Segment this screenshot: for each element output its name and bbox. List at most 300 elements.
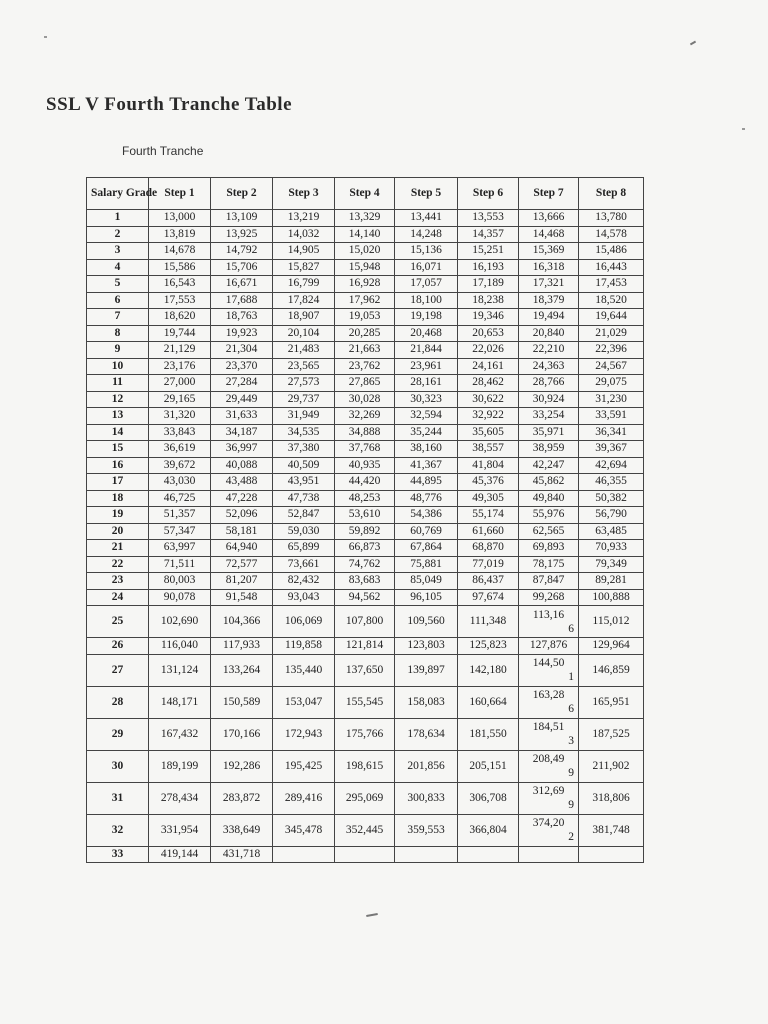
step-6-cell: 20,653 — [458, 325, 519, 342]
table-row — [87, 750, 644, 782]
step-8-cell: 17,453 — [579, 276, 644, 293]
wrapped-value-part: 184,51 — [532, 721, 565, 733]
step-3-cell: 345,478 — [273, 814, 335, 846]
step-5-cell: 38,160 — [395, 441, 458, 458]
header-step-8: Step 8 — [579, 178, 644, 210]
step-6-cell: 97,674 — [458, 589, 519, 606]
step-7-cell — [519, 718, 579, 750]
step-6-cell: 68,870 — [458, 540, 519, 557]
step-6-cell: 49,305 — [458, 490, 519, 507]
step-2-cell: 283,872 — [211, 782, 273, 814]
step-5-cell: 75,881 — [395, 556, 458, 573]
step-8-cell: 79,349 — [579, 556, 644, 573]
step-2-cell: 29,449 — [211, 391, 273, 408]
step-8-cell: 63,485 — [579, 523, 644, 540]
step-2-cell: 15,706 — [211, 259, 273, 276]
salary-grade-cell: 27 — [87, 654, 149, 686]
step-1-cell: 46,725 — [149, 490, 211, 507]
step-1-cell: 278,434 — [149, 782, 211, 814]
step-8-cell: 129,964 — [579, 638, 644, 655]
step-2-cell: 27,284 — [211, 375, 273, 392]
step-2-cell: 58,181 — [211, 523, 273, 540]
step-3-cell: 16,799 — [273, 276, 335, 293]
step-1-cell: 71,511 — [149, 556, 211, 573]
salary-grade-cell: 15 — [87, 441, 149, 458]
salary-grade-cell: 6 — [87, 292, 149, 309]
step-7-cell: 20,840 — [519, 325, 579, 342]
step-1-cell: 19,744 — [149, 325, 211, 342]
step-8-cell: 16,443 — [579, 259, 644, 276]
step-4-cell: 352,445 — [335, 814, 395, 846]
table-row — [87, 556, 644, 573]
step-6-cell: 19,346 — [458, 309, 519, 326]
step-7-cell: 14,468 — [519, 226, 579, 243]
step-4-cell: 40,935 — [335, 457, 395, 474]
step-6-cell: 61,660 — [458, 523, 519, 540]
step-4-cell: 175,766 — [335, 718, 395, 750]
step-5-cell: 109,560 — [395, 606, 458, 638]
step-2-cell: 338,649 — [211, 814, 273, 846]
step-4-cell: 16,928 — [335, 276, 395, 293]
step-2-cell: 34,187 — [211, 424, 273, 441]
step-6-cell: 35,605 — [458, 424, 519, 441]
step-7-cell: 127,876 — [519, 638, 579, 655]
step-3-cell: 119,858 — [273, 638, 335, 655]
step-2-cell: 14,792 — [211, 243, 273, 260]
step-8-cell: 165,951 — [579, 686, 644, 718]
step-2-cell: 91,548 — [211, 589, 273, 606]
step-6-cell: 32,922 — [458, 408, 519, 425]
step-3-cell: 29,737 — [273, 391, 335, 408]
step-8-cell: 187,525 — [579, 718, 644, 750]
step-5-cell: 85,049 — [395, 573, 458, 590]
salary-grade-cell: 17 — [87, 474, 149, 491]
step-3-cell: 43,951 — [273, 474, 335, 491]
step-4-cell: 15,020 — [335, 243, 395, 260]
step-1-cell: 14,678 — [149, 243, 211, 260]
salary-grade-cell: 18 — [87, 490, 149, 507]
step-7-cell: 69,893 — [519, 540, 579, 557]
step-5-cell: 139,897 — [395, 654, 458, 686]
step-1-cell: 51,357 — [149, 507, 211, 524]
table-row — [87, 259, 644, 276]
step-3-cell: 31,949 — [273, 408, 335, 425]
step-3-cell: 20,104 — [273, 325, 335, 342]
salary-grade-cell: 9 — [87, 342, 149, 359]
step-6-cell: 86,437 — [458, 573, 519, 590]
step-1-cell: 148,171 — [149, 686, 211, 718]
step-1-cell: 80,003 — [149, 573, 211, 590]
step-1-cell: 16,543 — [149, 276, 211, 293]
step-7-cell: 33,254 — [519, 408, 579, 425]
step-7-cell: 99,268 — [519, 589, 579, 606]
step-8-cell: 381,748 — [579, 814, 644, 846]
step-4-cell: 34,888 — [335, 424, 395, 441]
salary-grade-cell: 23 — [87, 573, 149, 590]
step-4-cell: 121,814 — [335, 638, 395, 655]
step-2-cell: 18,763 — [211, 309, 273, 326]
step-7-cell: 30,924 — [519, 391, 579, 408]
step-6-cell: 18,238 — [458, 292, 519, 309]
step-7-cell: 62,565 — [519, 523, 579, 540]
salary-grade-cell: 4 — [87, 259, 149, 276]
wrapped-value-part: 208,49 — [532, 753, 565, 765]
step-3-cell: 153,047 — [273, 686, 335, 718]
step-6-cell: 13,553 — [458, 210, 519, 227]
salary-grade-cell: 32 — [87, 814, 149, 846]
salary-grade-cell: 8 — [87, 325, 149, 342]
step-1-cell: 29,165 — [149, 391, 211, 408]
step-5-cell: 21,844 — [395, 342, 458, 359]
step-3-cell: 13,219 — [273, 210, 335, 227]
step-4-cell: 19,053 — [335, 309, 395, 326]
step-5-cell: 60,769 — [395, 523, 458, 540]
step-6-cell: 15,251 — [458, 243, 519, 260]
table-row — [87, 474, 644, 491]
step-5-cell: 15,136 — [395, 243, 458, 260]
salary-grade-cell: 1 — [87, 210, 149, 227]
step-3-cell: 34,535 — [273, 424, 335, 441]
step-6-cell: 181,550 — [458, 718, 519, 750]
step-5-cell: 13,441 — [395, 210, 458, 227]
step-7-cell: 28,766 — [519, 375, 579, 392]
wrapped-value-part: 144,50 — [532, 657, 565, 669]
step-4-cell: 66,873 — [335, 540, 395, 557]
step-7-cell: 78,175 — [519, 556, 579, 573]
step-7-cell: 15,369 — [519, 243, 579, 260]
step-3-cell: 106,069 — [273, 606, 335, 638]
wrapped-value-part: 312,69 — [532, 785, 565, 797]
step-7-cell — [519, 846, 579, 863]
salary-grade-cell: 12 — [87, 391, 149, 408]
step-4-cell: 53,610 — [335, 507, 395, 524]
wrapped-value-part: 9 — [568, 799, 574, 811]
salary-grade-cell: 3 — [87, 243, 149, 260]
step-5-cell: 178,634 — [395, 718, 458, 750]
step-2-cell: 104,366 — [211, 606, 273, 638]
table-caption: Fourth Tranche — [122, 144, 204, 158]
step-2-cell: 31,633 — [211, 408, 273, 425]
step-2-cell: 43,488 — [211, 474, 273, 491]
salary-grade-cell: 21 — [87, 540, 149, 557]
step-8-cell: 22,396 — [579, 342, 644, 359]
salary-grade-cell: 11 — [87, 375, 149, 392]
step-1-cell: 21,129 — [149, 342, 211, 359]
step-8-cell: 14,578 — [579, 226, 644, 243]
step-7-cell: 49,840 — [519, 490, 579, 507]
step-7-cell: 19,494 — [519, 309, 579, 326]
step-2-cell: 133,264 — [211, 654, 273, 686]
wrapped-value-part: 113,16 — [532, 608, 565, 621]
step-2-cell: 431,718 — [211, 846, 273, 863]
step-3-cell: 18,907 — [273, 309, 335, 326]
table-row — [87, 686, 644, 718]
salary-grade-cell: 20 — [87, 523, 149, 540]
step-6-cell: 16,193 — [458, 259, 519, 276]
scan-mark — [690, 41, 696, 46]
step-8-cell: 50,382 — [579, 490, 644, 507]
table-row — [87, 276, 644, 293]
step-1-cell: 189,199 — [149, 750, 211, 782]
step-6-cell: 111,348 — [458, 606, 519, 638]
step-6-cell: 55,174 — [458, 507, 519, 524]
salary-table — [86, 177, 644, 863]
step-8-cell: 89,281 — [579, 573, 644, 590]
step-7-cell: 13,666 — [519, 210, 579, 227]
step-4-cell: 74,762 — [335, 556, 395, 573]
step-2-cell: 81,207 — [211, 573, 273, 590]
wrapped-value-part: 6 — [568, 703, 574, 715]
table-row — [87, 292, 644, 309]
header-step-1: Step 1 — [149, 178, 211, 210]
step-8-cell: 15,486 — [579, 243, 644, 260]
table-row — [87, 846, 644, 863]
step-2-cell: 19,923 — [211, 325, 273, 342]
step-5-cell: 28,161 — [395, 375, 458, 392]
salary-grade-cell: 30 — [87, 750, 149, 782]
step-8-cell: 211,902 — [579, 750, 644, 782]
step-3-cell: 14,905 — [273, 243, 335, 260]
step-4-cell: 94,562 — [335, 589, 395, 606]
step-7-cell — [519, 686, 579, 718]
table-row — [87, 654, 644, 686]
step-2-cell: 192,286 — [211, 750, 273, 782]
table-row — [87, 375, 644, 392]
step-2-cell: 72,577 — [211, 556, 273, 573]
table-row — [87, 424, 644, 441]
table-row — [87, 718, 644, 750]
table-row — [87, 490, 644, 507]
step-2-cell: 64,940 — [211, 540, 273, 557]
step-1-cell: 331,954 — [149, 814, 211, 846]
header-step-4: Step 4 — [335, 178, 395, 210]
page-title: SSL V Fourth Tranche Table — [46, 94, 293, 115]
step-3-cell: 21,483 — [273, 342, 335, 359]
table-row — [87, 523, 644, 540]
table-row — [87, 507, 644, 524]
table-row — [87, 243, 644, 260]
step-6-cell: 41,804 — [458, 457, 519, 474]
salary-grade-cell: 25 — [87, 606, 149, 638]
step-5-cell: 54,386 — [395, 507, 458, 524]
step-5-cell: 41,367 — [395, 457, 458, 474]
step-1-cell: 36,619 — [149, 441, 211, 458]
step-8-cell: 56,790 — [579, 507, 644, 524]
step-4-cell: 14,140 — [335, 226, 395, 243]
step-3-cell: 73,661 — [273, 556, 335, 573]
step-7-cell: 87,847 — [519, 573, 579, 590]
step-8-cell: 146,859 — [579, 654, 644, 686]
salary-grade-cell: 5 — [87, 276, 149, 293]
step-3-cell — [273, 846, 335, 863]
table-row — [87, 540, 644, 557]
salary-grade-cell: 29 — [87, 718, 149, 750]
table-row — [87, 457, 644, 474]
salary-grade-cell: 28 — [87, 686, 149, 718]
step-7-cell — [519, 782, 579, 814]
step-8-cell: 36,341 — [579, 424, 644, 441]
step-5-cell: 67,864 — [395, 540, 458, 557]
salary-grade-cell: 19 — [87, 507, 149, 524]
step-6-cell: 45,376 — [458, 474, 519, 491]
step-1-cell: 31,320 — [149, 408, 211, 425]
step-1-cell: 57,347 — [149, 523, 211, 540]
step-5-cell: 32,594 — [395, 408, 458, 425]
header-step-3: Step 3 — [273, 178, 335, 210]
step-2-cell: 47,228 — [211, 490, 273, 507]
step-1-cell: 39,672 — [149, 457, 211, 474]
step-6-cell: 306,708 — [458, 782, 519, 814]
step-2-cell: 21,304 — [211, 342, 273, 359]
table-body — [87, 210, 644, 863]
scan-speck — [44, 36, 47, 38]
salary-grade-cell: 2 — [87, 226, 149, 243]
step-1-cell: 419,144 — [149, 846, 211, 863]
step-2-cell: 170,166 — [211, 718, 273, 750]
step-8-cell: 39,367 — [579, 441, 644, 458]
step-8-cell: 33,591 — [579, 408, 644, 425]
step-6-cell: 17,189 — [458, 276, 519, 293]
step-3-cell: 195,425 — [273, 750, 335, 782]
table-header-row — [87, 178, 644, 210]
step-3-cell: 135,440 — [273, 654, 335, 686]
step-1-cell: 116,040 — [149, 638, 211, 655]
wrapped-value-part: 374,20 — [532, 817, 565, 829]
step-4-cell: 37,768 — [335, 441, 395, 458]
step-1-cell: 15,586 — [149, 259, 211, 276]
step-3-cell: 47,738 — [273, 490, 335, 507]
step-2-cell: 117,933 — [211, 638, 273, 655]
step-4-cell: 198,615 — [335, 750, 395, 782]
step-2-cell: 40,088 — [211, 457, 273, 474]
step-3-cell: 82,432 — [273, 573, 335, 590]
step-8-cell: 115,012 — [579, 606, 644, 638]
header-step-5: Step 5 — [395, 178, 458, 210]
step-5-cell: 201,856 — [395, 750, 458, 782]
wrapped-value-part: 3 — [568, 735, 574, 747]
step-3-cell: 59,030 — [273, 523, 335, 540]
step-2-cell: 17,688 — [211, 292, 273, 309]
table-row — [87, 342, 644, 359]
step-1-cell: 167,432 — [149, 718, 211, 750]
salary-grade-cell: 24 — [87, 589, 149, 606]
step-1-cell: 43,030 — [149, 474, 211, 491]
step-4-cell: 15,948 — [335, 259, 395, 276]
header-salary-grade: Salary Grade — [87, 178, 149, 210]
step-4-cell: 17,962 — [335, 292, 395, 309]
header-step-2: Step 2 — [211, 178, 273, 210]
step-3-cell: 52,847 — [273, 507, 335, 524]
wrapped-value-part: 1 — [568, 671, 574, 683]
table-row — [87, 358, 644, 375]
step-4-cell: 13,329 — [335, 210, 395, 227]
step-2-cell: 16,671 — [211, 276, 273, 293]
scan-speck — [742, 128, 745, 130]
salary-grade-cell: 14 — [87, 424, 149, 441]
step-8-cell: 70,933 — [579, 540, 644, 557]
step-4-cell: 20,285 — [335, 325, 395, 342]
step-6-cell: 30,622 — [458, 391, 519, 408]
step-1-cell: 18,620 — [149, 309, 211, 326]
step-5-cell: 14,248 — [395, 226, 458, 243]
table-row — [87, 814, 644, 846]
step-5-cell: 16,071 — [395, 259, 458, 276]
step-1-cell: 63,997 — [149, 540, 211, 557]
step-1-cell: 27,000 — [149, 375, 211, 392]
step-3-cell: 23,565 — [273, 358, 335, 375]
table-row — [87, 441, 644, 458]
step-6-cell: 22,026 — [458, 342, 519, 359]
step-7-cell: 18,379 — [519, 292, 579, 309]
step-4-cell: 32,269 — [335, 408, 395, 425]
step-7-cell: 24,363 — [519, 358, 579, 375]
step-4-cell — [335, 846, 395, 863]
table-row — [87, 782, 644, 814]
step-6-cell: 160,664 — [458, 686, 519, 718]
step-3-cell: 37,380 — [273, 441, 335, 458]
step-2-cell: 13,925 — [211, 226, 273, 243]
step-7-cell: 55,976 — [519, 507, 579, 524]
step-4-cell: 44,420 — [335, 474, 395, 491]
step-4-cell: 59,892 — [335, 523, 395, 540]
step-6-cell: 14,357 — [458, 226, 519, 243]
step-5-cell — [395, 846, 458, 863]
step-1-cell: 17,553 — [149, 292, 211, 309]
header-step-7: Step 7 — [519, 178, 579, 210]
step-5-cell: 17,057 — [395, 276, 458, 293]
step-1-cell: 13,000 — [149, 210, 211, 227]
step-7-cell — [519, 654, 579, 686]
step-8-cell: 29,075 — [579, 375, 644, 392]
step-6-cell: 77,019 — [458, 556, 519, 573]
step-1-cell: 90,078 — [149, 589, 211, 606]
step-8-cell: 46,355 — [579, 474, 644, 491]
table-row — [87, 573, 644, 590]
step-4-cell: 30,028 — [335, 391, 395, 408]
step-8-cell: 24,567 — [579, 358, 644, 375]
step-1-cell: 13,819 — [149, 226, 211, 243]
step-5-cell: 23,961 — [395, 358, 458, 375]
step-4-cell: 155,545 — [335, 686, 395, 718]
step-5-cell: 35,244 — [395, 424, 458, 441]
wrapped-value-part: 6 — [568, 622, 574, 635]
salary-grade-cell: 16 — [87, 457, 149, 474]
step-8-cell: 19,644 — [579, 309, 644, 326]
step-4-cell: 48,253 — [335, 490, 395, 507]
step-1-cell: 102,690 — [149, 606, 211, 638]
step-2-cell: 52,096 — [211, 507, 273, 524]
step-5-cell: 20,468 — [395, 325, 458, 342]
step-5-cell: 18,100 — [395, 292, 458, 309]
step-7-cell: 16,318 — [519, 259, 579, 276]
table-row — [87, 309, 644, 326]
step-2-cell: 150,589 — [211, 686, 273, 718]
step-7-cell: 45,862 — [519, 474, 579, 491]
step-3-cell: 172,943 — [273, 718, 335, 750]
step-7-cell — [519, 606, 579, 638]
step-8-cell — [579, 846, 644, 863]
step-1-cell: 23,176 — [149, 358, 211, 375]
step-3-cell: 17,824 — [273, 292, 335, 309]
table-row — [87, 391, 644, 408]
step-2-cell: 23,370 — [211, 358, 273, 375]
table-row — [87, 408, 644, 425]
step-4-cell: 137,650 — [335, 654, 395, 686]
step-5-cell: 44,895 — [395, 474, 458, 491]
table-row — [87, 210, 644, 227]
table-row — [87, 638, 644, 655]
step-5-cell: 359,553 — [395, 814, 458, 846]
